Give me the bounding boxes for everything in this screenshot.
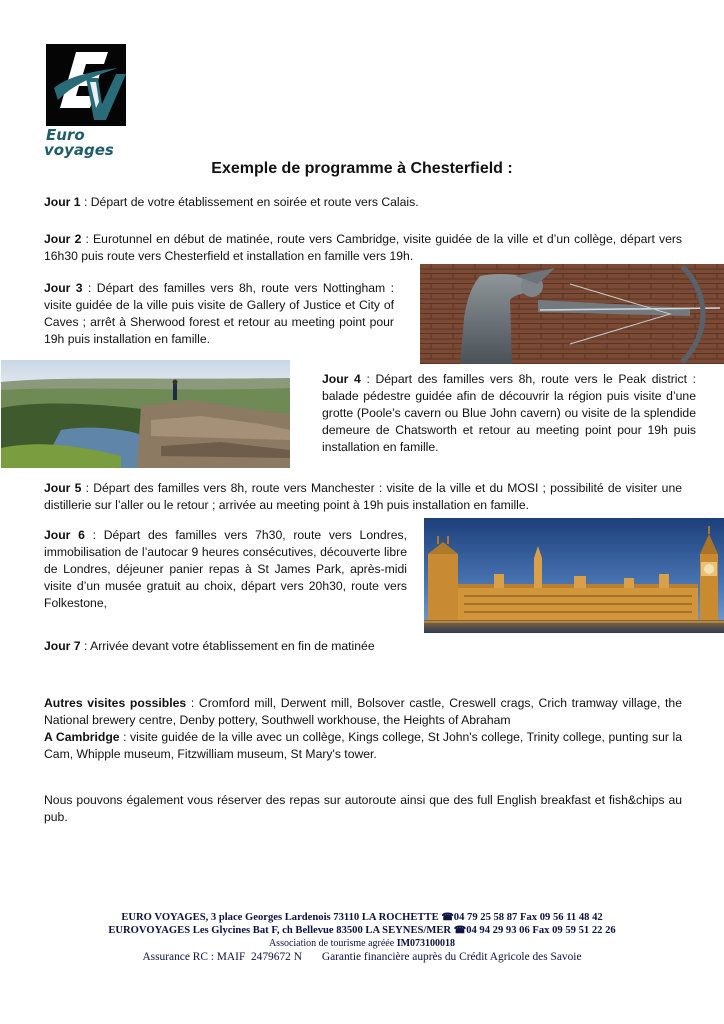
day-5-label: Jour 5 [44,481,82,495]
peak-district-photo [1,360,290,468]
day-7-paragraph [44,638,682,655]
day-5-paragraph [44,480,682,514]
day-7-text: : Arrivée devant votre établissement en fin de matinée [80,639,375,653]
other-visits-paragraph [44,695,682,763]
phone-icon: ☎ [441,912,454,923]
footer [0,911,724,965]
meals-note: Nous pouvons également vous réserver des repas sur autoroute ainsi que des full English breakfast et fish&chips au pub. [44,793,682,824]
other-visits-label: Autres visites possibles [44,696,187,710]
day-1-label: Jour 1 [44,195,81,209]
phone-icon: ☎ [453,925,467,936]
eurovoyages-logo [44,44,128,160]
other-visits-text: : Cromford mill, Derwent mill, Bolsover castle, Creswell crags, Crich tramway village, the National brewery centre, Denby pottery, Southwell workhouse, the Heights of Abraham [44,696,682,727]
logo-wordmark [44,128,128,158]
cambridge-label: A Cambridge [44,730,120,744]
footer-insurance: Assurance RC : MAIF 2479672 N Garantie financière auprès du Crédit Agricole des Savoie [142,951,582,963]
day-1-text: : Départ de votre établissement en soirée et route vers Calais. [80,195,419,209]
day-3-text: : Départ des familles vers 8h, route vers Nottingham : visite guidée de la ville puis visite de Gallery of Justice et City of Caves ; arrêt à Sherwood forest et retour au meeting point pour 19h puis installation en famille. [44,281,394,346]
logo-word-voyages: voyages [44,141,114,159]
footer-address-1 [0,911,724,924]
footer-address-2-text: EUROVOYAGES Les Glycines Bat F, ch Bellevue 83500 LA SEYNES/MER [108,925,454,936]
footer-address-1-text: EURO VOYAGES, 3 place Georges Lardenois 73110 LA ROCHETTE [121,912,442,923]
day-4-text: : Départ des familles vers 8h, route vers le Peak district : balade pédestre guidée afin de découvrir la région puis visite d’une grotte (Poole’s cavern ou Blue John cavern) ou visite de la splendide demeure de Chatsworth et retour au meeting point pour 19h puis installation en famille. [322,372,696,454]
day-6-paragraph [44,527,407,612]
day-4-paragraph [322,371,696,456]
day-1-paragraph [44,194,682,211]
day-3-label: Jour 3 [44,281,83,295]
day-5-text: : Départ des familles vers 8h, route vers Manchester : visite de la ville et du MOSI ; possibilité de visiter une distillerie sur l’aller ou le retour ; arrivée au meeting point à 19h puis installation en famille. [44,481,683,512]
robin-hood-statue-photo [420,264,724,364]
westminster-parliament-photo [424,518,724,633]
footer-license-number: IM073100018 [396,938,456,949]
day-3-paragraph [44,280,394,348]
ev-monogram-icon [46,44,126,126]
day-6-text: : Départ des familles vers 7h30, route vers Londres, immobilisation de l’autocar 9 heures consécutives, découverte libre de Londres, déjeuner panier repas à St James Park, après-midi visite d’un musée gratuit au choix, départ vers 20h30, route vers Folkestone, [44,528,407,610]
footer-address-2 [0,924,724,937]
day-7-label: Jour 7 [44,639,81,653]
cambridge-text: : visite guidée de la ville avec un collège, Kings college, St John's college, Trinity college, punting sur la Cam, Whipple museum, Fitzwilliam museum, St Mary's tower. [44,730,682,761]
day-6-label: Jour 6 [44,528,85,542]
day-2-label: Jour 2 [44,232,82,246]
footer-address-2-phone: 04 94 29 93 06 Fax 09 59 51 22 26 [466,925,616,936]
footer-association [0,937,724,950]
footer-association-text: Association de tourisme agréée [268,938,397,949]
day-2-text: : Eurotunnel en début de matinée, route vers Cambridge, visite guidée de la ville et d’un collège, départ vers 16h30 puis route vers Chesterfield et installation en famille vers 19h. [44,232,683,263]
logo-ev-mark [46,44,126,126]
page-title: Exemple de programme à Chesterfield : [211,160,513,177]
logo-word-euro: Euro [46,126,85,144]
footer-address-1-phone: 04 79 25 58 87 Fax 09 56 11 48 42 [453,912,603,923]
day-2-paragraph [44,231,682,265]
day-4-label: Jour 4 [322,372,361,386]
